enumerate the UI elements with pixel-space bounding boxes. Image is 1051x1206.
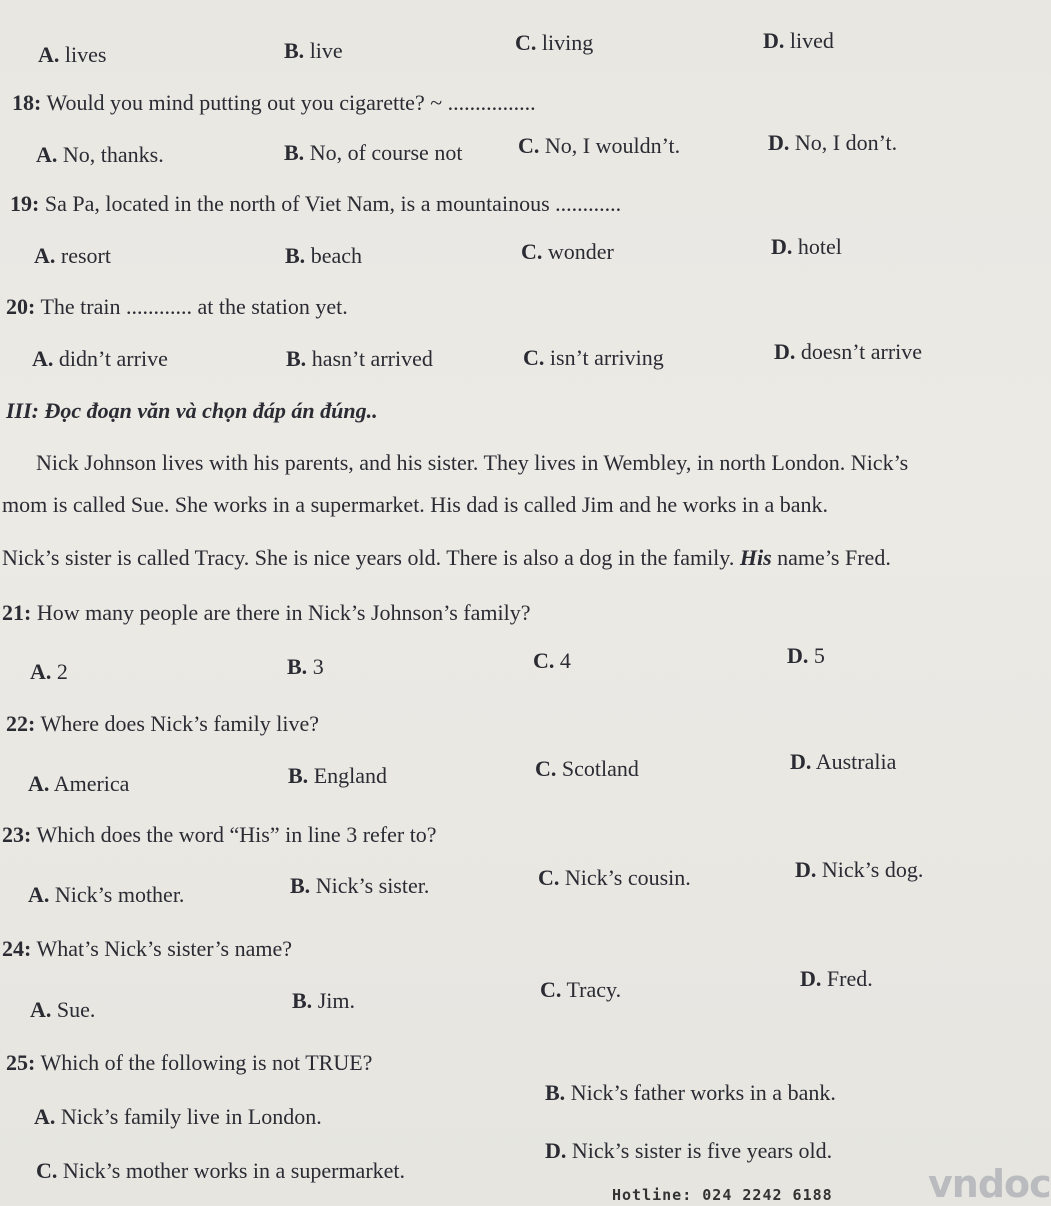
q21-option-c[interactable]: C. 4 — [533, 648, 571, 673]
q22-option-a[interactable]: A. America — [28, 771, 130, 796]
q22-option-b[interactable]: B. England — [288, 763, 388, 788]
question-23: 23: Which does the word “His” in line 3 refer to? — [2, 822, 437, 847]
q19-option-c[interactable]: C. wonder — [521, 239, 614, 264]
question-24: 24: What’s Nick’s sister’s name? — [2, 936, 293, 961]
q23-option-a[interactable]: A. Nick’s mother. — [28, 882, 185, 907]
question-19: 19: Sa Pa, located in the north of Viet Nam, is a mountainous ............ — [10, 191, 622, 216]
q21-option-b[interactable]: B. 3 — [287, 654, 324, 679]
question-20: 20: The train ............ at the station yet. — [6, 294, 348, 319]
q20-option-a[interactable]: A. didn’t arrive — [32, 346, 168, 371]
q19-option-a[interactable]: A. resort — [34, 243, 111, 268]
question-21: 21: How many people are there in Nick’s Johnson’s family? — [2, 600, 531, 625]
q25-option-d[interactable]: D. Nick’s sister is five years old. — [545, 1138, 833, 1163]
q24-option-d[interactable]: D. Fred. — [800, 966, 873, 991]
q25-option-c[interactable]: C. Nick’s mother works in a supermarket. — [36, 1158, 406, 1183]
q19-option-d[interactable]: D. hotel — [771, 234, 842, 259]
vndoc-logo: vndoc — [928, 1162, 1051, 1206]
q25-option-b[interactable]: B. Nick’s father works in a bank. — [545, 1080, 836, 1105]
q23-option-d[interactable]: D. Nick’s dog. — [795, 857, 924, 882]
q20-option-d[interactable]: D. doesn’t arrive — [774, 339, 923, 364]
section-title: III: Đọc đoạn văn và chọn đáp án đúng.. — [6, 398, 378, 423]
q25-option-a[interactable]: A. Nick’s family live in London. — [34, 1104, 322, 1129]
q17-option-d[interactable]: D. lived — [763, 28, 834, 53]
q18-option-c[interactable]: C. No, I wouldn’t. — [518, 133, 681, 158]
q23-option-b[interactable]: B. Nick’s sister. — [290, 873, 430, 898]
q17-option-c[interactable]: C. living — [515, 30, 594, 55]
q21-option-a[interactable]: A. 2 — [30, 659, 68, 684]
q20-option-c[interactable]: C. isn’t arriving — [523, 345, 664, 370]
q24-option-b[interactable]: B. Jim. — [292, 988, 355, 1013]
q24-option-a[interactable]: A. Sue. — [30, 997, 96, 1022]
passage-line-1: Nick Johnson lives with his parents, and his sister. They lives in Wembley, in north London. Nick’s — [36, 450, 909, 475]
q21-option-d[interactable]: D. 5 — [787, 643, 825, 668]
question-25: 25: Which of the following is not TRUE? — [6, 1050, 373, 1075]
passage-his-word: His — [739, 545, 772, 570]
q24-option-c[interactable]: C. Tracy. — [540, 977, 622, 1002]
q17-option-a[interactable]: A. lives — [38, 42, 107, 67]
passage-line-2: mom is called Sue. She works in a supermarket. His dad is called Jim and he works in a bank. — [2, 492, 829, 517]
q18-option-a[interactable]: A. No, thanks. — [36, 142, 164, 167]
q22-option-d[interactable]: D. Australia — [790, 749, 897, 774]
q23-option-c[interactable]: C. Nick’s cousin. — [538, 865, 691, 890]
q18-option-d[interactable]: D. No, I don’t. — [768, 130, 898, 155]
footer-hotline: Hotline: 024 2242 6188 — [612, 1186, 833, 1204]
q17-option-b[interactable]: B. live — [284, 38, 343, 63]
q18-option-b[interactable]: B. No, of course not — [284, 140, 463, 165]
question-22: 22: Where does Nick’s family live? — [6, 711, 320, 736]
q19-option-b[interactable]: B. beach — [285, 243, 362, 268]
q20-option-b[interactable]: B. hasn’t arrived — [286, 346, 433, 371]
question-18: 18: Would you mind putting out you cigarette? ~ ................ — [12, 90, 536, 115]
passage-line-3: Nick’s sister is called Tracy. She is nice years old. There is also a dog in the family. His name’s Fred. — [2, 545, 891, 570]
q22-option-c[interactable]: C. Scotland — [535, 756, 639, 781]
